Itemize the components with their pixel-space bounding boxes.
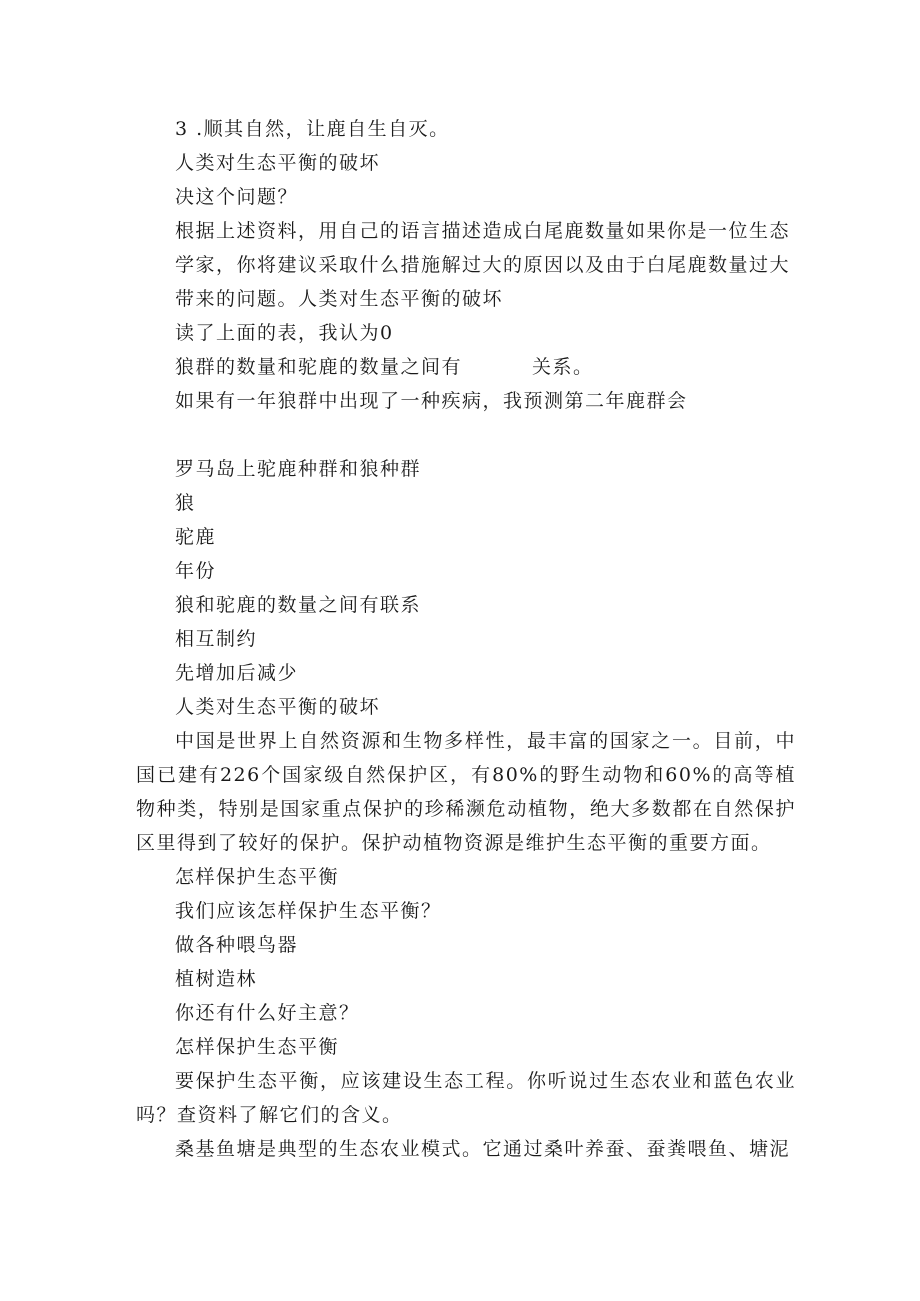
- text-line: 根据上述资料，用自己的语言描述造成白尾鹿数量如果你是一位生态: [175, 220, 791, 242]
- question: 你还有什么好主意？: [175, 1002, 360, 1024]
- text-line: 狼: [175, 492, 196, 514]
- section-heading: 怎样保护生态平衡: [175, 866, 340, 888]
- section-heading: 人类对生态平衡的破坏: [175, 696, 381, 718]
- paragraph: 桑基鱼塘是典型的生态农业模式。它通过桑叶养蚕、蚕粪喂鱼、塘泥: [175, 1138, 791, 1160]
- text-line: 做各种喂鸟器: [175, 934, 299, 956]
- paragraph: 中国是世界上自然资源和生物多样性，最丰富的国家之一。目前，中国已建有226个国家级自然保护区，有80%的野生动物和60%的高等植物种类，特别是国家重点保护的珍稀濒危动植物，绝大多数都在自然保护区里得到了较好的保护。保护动植物资源是维护生态平衡的重要方面。: [136, 730, 796, 854]
- text-line: 狼和驼鹿的数量之间有联系: [175, 594, 422, 616]
- paragraph: 要保护生态平衡，应该建设生态工程。你听说过生态农业和蓝色农业吗？查资料了解它们的含义。: [136, 1070, 796, 1126]
- text-line: 3 .顺其自然，让鹿自生自灭。: [175, 118, 450, 140]
- text-line: 决这个问题？: [175, 186, 299, 208]
- fill-in-line: [175, 358, 594, 377]
- text-line: 如果有一年狼群中出现了一种疾病，我预测第二年鹿群会: [175, 390, 688, 412]
- section-heading: 怎样保护生态平衡: [175, 1036, 340, 1058]
- text-line: 植树造林: [175, 968, 258, 990]
- text-line: 人类对生态平衡的破坏: [175, 152, 381, 174]
- question: 我们应该怎样保护生态平衡？: [175, 900, 442, 922]
- text-line: 先增加后减少: [175, 662, 299, 684]
- fill-in-prefix: 狼群的数量和驼鹿的数量之间有: [175, 356, 463, 378]
- text-line: 驼鹿: [175, 526, 217, 548]
- text-line: 读了上面的表，我认为0: [175, 322, 394, 344]
- fill-in-suffix: 关系。: [532, 356, 594, 378]
- text-line: 相互制约: [175, 628, 258, 650]
- text-line: 年份: [175, 560, 217, 582]
- table-caption: 罗马岛上驼鹿种群和狼种群: [175, 458, 422, 480]
- text-line: 带来的问题。人类对生态平衡的破坏: [175, 288, 504, 310]
- text-line: 学家，你将建议采取什么措施解过大的原因以及由于白尾鹿数量过大: [175, 254, 791, 276]
